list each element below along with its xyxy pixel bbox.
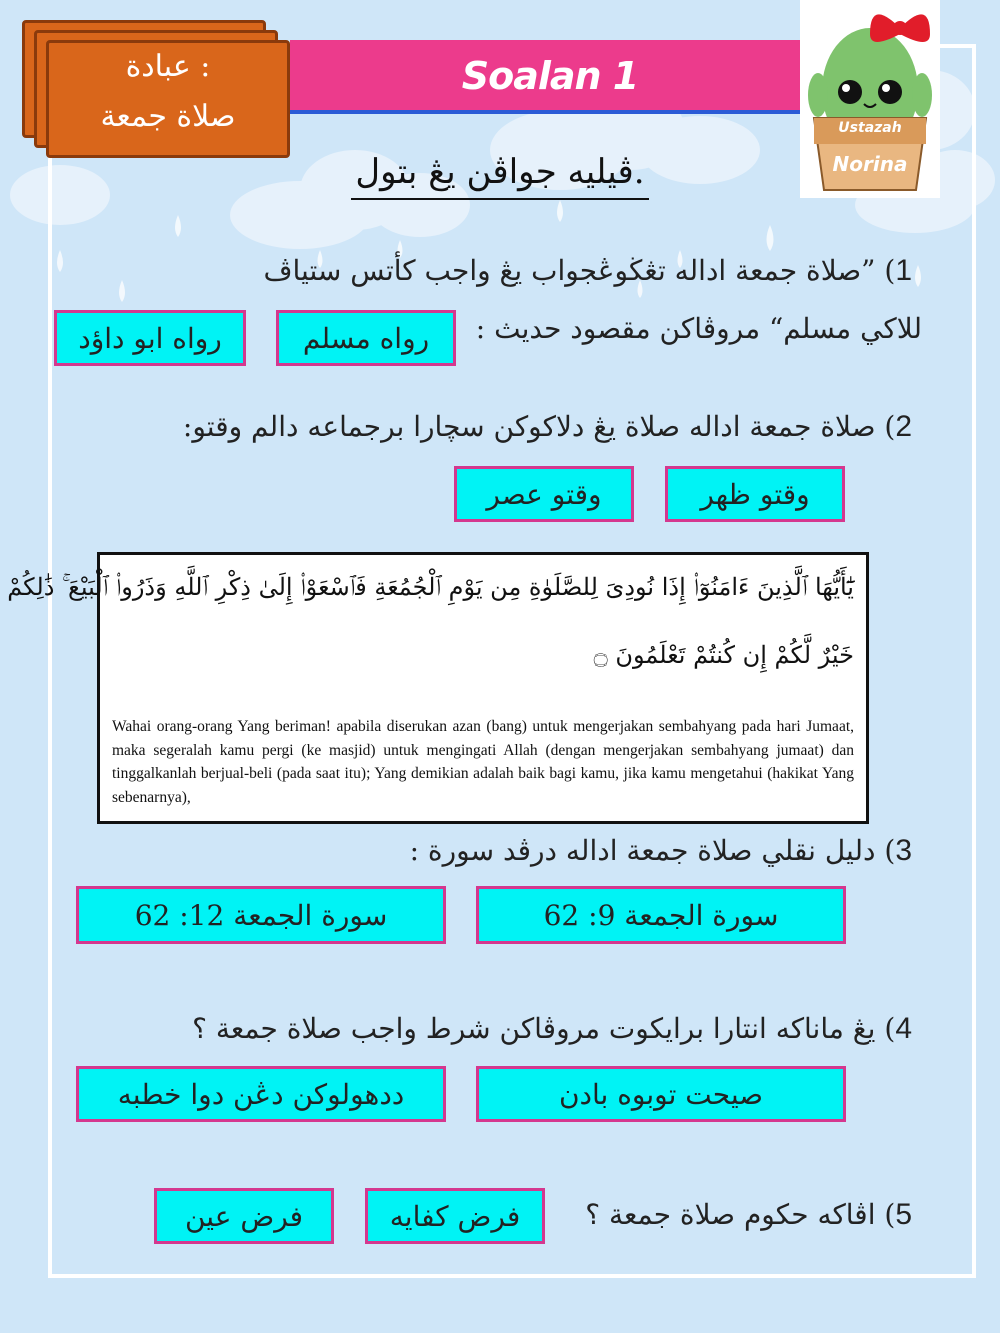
q3-option-1-button[interactable]: سورة الجمعة 9: 62	[476, 886, 846, 944]
topic-line1: عبادة :	[125, 49, 211, 84]
q1-option-2-button[interactable]: رواه ابو داؤد	[54, 310, 246, 366]
q2-option-1-button[interactable]: وقتو ظهر	[665, 466, 845, 522]
logo-line2: Norina	[832, 152, 908, 176]
question-3-line1	[410, 834, 912, 868]
question-5-number: 5	[895, 1198, 912, 1231]
question-1-number: 1	[895, 254, 912, 287]
instruction	[300, 152, 700, 192]
question-2-number: 2	[895, 410, 912, 443]
verse-box	[7, 552, 869, 824]
q1-option-1-button[interactable]: رواه مسلم	[276, 310, 456, 366]
verse-arabic-line2: خَيْرٌ لَّكُمْ إِن كُنتُمْ تَعْلَمُونَ ۝	[593, 641, 854, 669]
question-5-text: ) اڤاكه حكوم صلاة جمعة ؟	[585, 1198, 896, 1231]
q4-option-1-button[interactable]: صيحت توبوه بادن	[476, 1066, 846, 1122]
q2-option-2-button[interactable]: وقتو عصر	[454, 466, 634, 522]
question-3-number: 3	[895, 834, 912, 867]
page-title: Soalan 1	[461, 54, 639, 98]
topic-line2: صلاة جمعة	[100, 99, 236, 134]
question-1-line2: للاكي مسلم“ مروڤاكن مقصود حديث :	[475, 312, 922, 345]
question-4-line1	[192, 1012, 912, 1046]
question-1-text-line1: ) ”صلاة جمعة اداله تڠڬوڠجواب يڠ واجب كأتس ستياڤ	[263, 254, 896, 287]
question-1-line1	[263, 254, 912, 288]
question-4-text: ) يڠ ماناكه انتارا برايكوت مروڤاكن شرط واجب صلاة جمعة ؟	[192, 1012, 896, 1045]
verse-translation: Wahai orang-orang Yang beriman! apabila diserukan azan (bang) untuk mengerjakan sembahyang pada hari Jumaat, maka segeralah kamu pergi (ke masjid) untuk mengingati Allah (dengan mengerjakan sembahyang jumaat) dan tinggalkanlah berjual-beli (pada saat itu); Yang demikian adalah baik bagi kamu, jika kamu mengetahui (hakikat Yang sebenarnya),	[112, 718, 854, 806]
q3-option-2-button[interactable]: سورة الجمعة 12: 62	[76, 886, 446, 944]
q5-option-1-button[interactable]: فرض كفايه	[365, 1188, 545, 1244]
question-2-line1	[183, 410, 912, 444]
question-2-text: ) صلاة جمعة اداله صلاة يڠ دلاكوكن سچارا برجماعه دالم وقتو:	[182, 410, 896, 443]
q5-option-2-button[interactable]: فرض عين	[154, 1188, 334, 1244]
topic-label	[46, 42, 290, 142]
question-3-text: ) دليل نقلي صلاة جمعة اداله درڤد سورة :	[409, 834, 896, 867]
ustazah-logo	[800, 0, 940, 198]
verse-arabic-line1: يَٰٓأَيُّهَا ٱلَّذِينَ ءَامَنُوٓا۟ إِذَا نُودِىَ لِلصَّلَوٰةِ مِن يَوْمِ ٱلْجُمُعَةِ فَٱسْعَوْا۟ إِلَىٰ ذِكْرِ ٱللَّهِ وَذَرُوا۟ ٱلْبَيْعَ ۚ ذَٰلِكُمْ	[7, 573, 854, 601]
logo-line1: Ustazah	[838, 120, 902, 136]
q4-option-2-button[interactable]: ددهولوكن دڠن دوا خطبه	[76, 1066, 446, 1122]
instruction-text: ڤيليه جواڤن يڠ بتول.	[351, 152, 648, 200]
question-4-number: 4	[895, 1012, 912, 1045]
question-5-line1	[585, 1198, 912, 1232]
